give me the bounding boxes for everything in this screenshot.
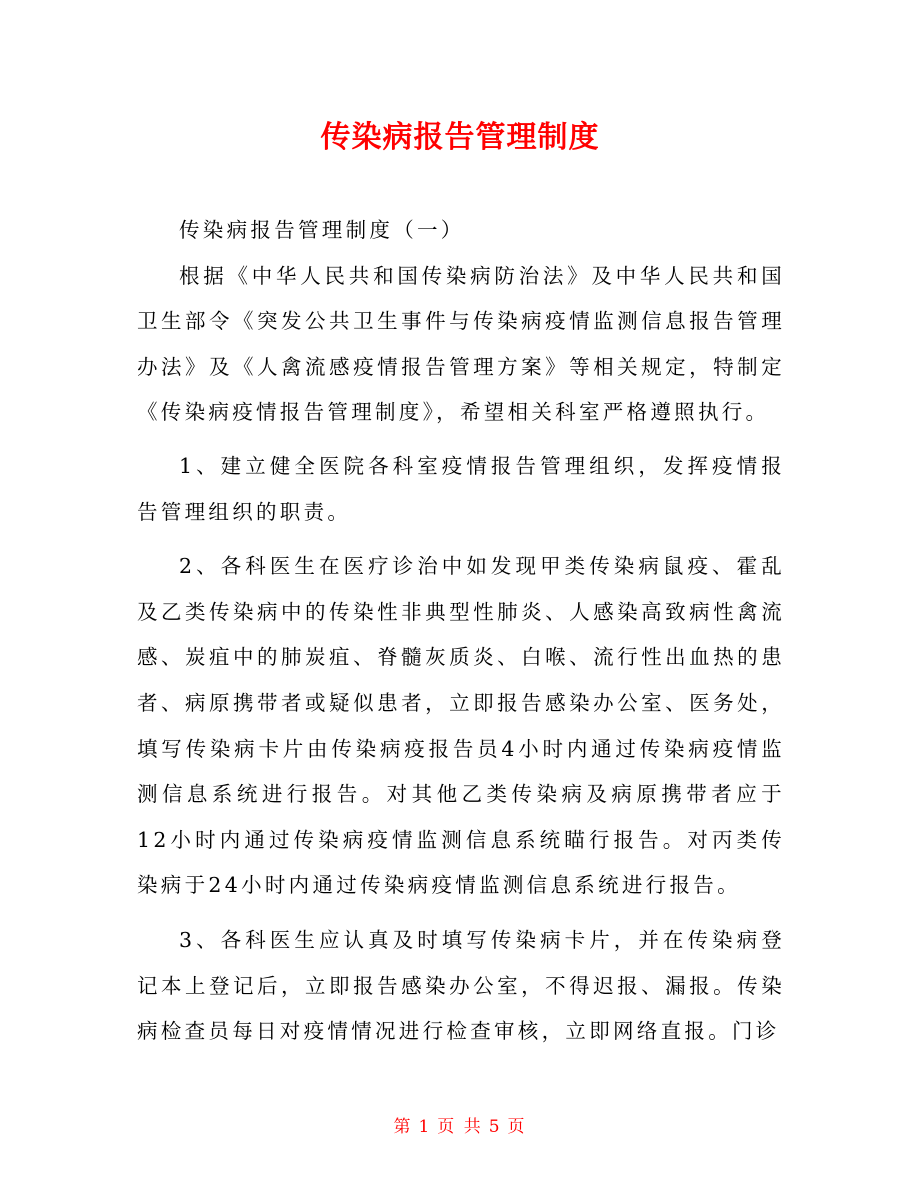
footer-suffix: 页: [507, 1117, 527, 1137]
footer-middle: 页 共: [437, 1117, 483, 1137]
section-subtitle: 传染病报告管理制度（一）: [179, 218, 465, 242]
paragraph-intro: 根据《中华人民共和国传染病防治法》及中华人民共和国卫生部令《突发公共卫生事件与传染病疫情监测信息报告管理办法》及《人禽流感疫情报告管理方案》等相关规定，特制定《传染病疫情报告管理制度》，希望相关科室严格遵照执行。: [137, 263, 785, 425]
document-title: 传染病报告管理制度: [320, 120, 600, 155]
footer-total-pages: 5: [488, 1117, 502, 1137]
footer-page-number: 1: [418, 1117, 432, 1137]
paragraph-item-2: 2、各科医生在医疗诊治中如发现甲类传染病鼠疫、霍乱及乙类传染病中的传染性非典型性肺炎、人感染高致病性禽流感、炭疽中的肺炭疽、脊髓灰质炎、白喉、流行性出血热的患者、病原携带者或疑似患者，立即报告感染办公室、医务处，填写传染病卡片由传染病疫报告员4小时内通过传染病疫情监测信息系统进行报告。对其他乙类传染病及病原携带者应于12小时内通过传染病疫情监测信息系统瞄行报告。对丙类传染病于24小时内通过传染病疫情监测信息系统进行报告。: [137, 554, 785, 898]
paragraph-item-3: 3、各科医生应认真及时填写传染病卡片，并在传染病登记本上登记后，立即报告感染办公室，不得迟报、漏报。传染病检查员每日对疫情情况进行检查审核，立即网络直报。门诊: [137, 927, 785, 1044]
footer-prefix: 第: [393, 1117, 413, 1137]
document-body: [137, 208, 785, 1064]
page-footer: [0, 1112, 920, 1137]
paragraph-item-1: 1、建立健全医院各科室疫情报告管理组织，发挥疫情报告管理组织的职责。: [137, 453, 785, 524]
